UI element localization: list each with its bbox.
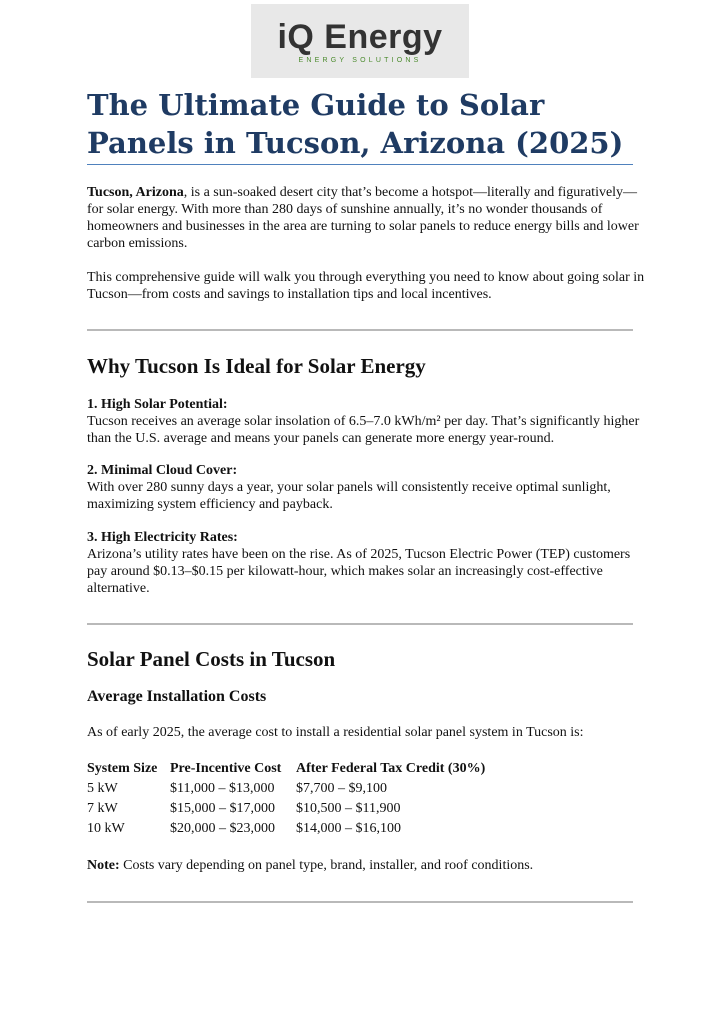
- table-cell: $10,500 – $11,900: [296, 801, 401, 816]
- table-header-row: [87, 759, 489, 779]
- reason-label: 1. High Solar Potential:: [87, 397, 228, 412]
- section-heading-why: Why Tucson Is Ideal for Solar Energy: [87, 354, 426, 378]
- title-underline: [87, 164, 633, 165]
- cost-table: [87, 759, 489, 839]
- page-title: The Ultimate Guide to Solar Panels in Tucson, Arizona (2025): [87, 88, 624, 160]
- column-header: Pre-Incentive Cost: [170, 761, 282, 776]
- reason-label: 2. Minimal Cloud Cover:: [87, 463, 238, 478]
- subheading-install-costs: Average Installation Costs: [87, 688, 267, 705]
- intro-p1-text: , is a sun-soaked desert city that’s become a hotspot—literally and figuratively—for solar energy. With more than 280 days of sunshine annually, it’s no wonder thousands of homeowners and businesses in the area are turning to solar panels to reduce energy bills and lower carbon emissions.: [87, 185, 639, 251]
- cost-note: [87, 857, 647, 874]
- intro-paragraph-1: [87, 184, 647, 252]
- table-cell: $14,000 – $16,100: [296, 821, 401, 836]
- table-cell: $11,000 – $13,000: [170, 781, 275, 796]
- table-row: [87, 819, 489, 839]
- table-cell: $15,000 – $17,000: [170, 801, 275, 816]
- table-cell: $7,700 – $9,100: [296, 781, 387, 796]
- costs-intro: As of early 2025, the average cost to install a residential solar panel system in Tucson is:: [87, 725, 584, 740]
- reason-text: With over 280 sunny days a year, your solar panels will consistently receive optimal sunlight, maximizing system efficiency and payback.: [87, 480, 611, 512]
- note-label: Note:: [87, 858, 120, 873]
- table-cell: $20,000 – $23,000: [170, 821, 275, 836]
- table-cell: 10 kW: [87, 821, 125, 836]
- section-divider: [87, 901, 633, 903]
- intro-lead: Tucson, Arizona: [87, 185, 184, 200]
- reason-label: 3. High Electricity Rates:: [87, 530, 238, 545]
- reason-text: Arizona’s utility rates have been on the rise. As of 2025, Tucson Electric Power (TEP) customers pay around $0.13–$0.15 per kilowatt-hour, which makes solar an increasingly cost-effective alternative.: [87, 547, 631, 596]
- intro-paragraph-2: This comprehensive guide will walk you through everything you need to know about going solar in Tucson—from costs and savings to installation tips and local incentives.: [87, 270, 645, 302]
- column-header: System Size: [87, 761, 158, 776]
- reason-text: Tucson receives an average solar insolation of 6.5–7.0 kWh/m² per day. That’s significantly higher than the U.S. average and means your panels can generate more energy year-round.: [87, 414, 640, 446]
- table-cell: 5 kW: [87, 781, 118, 796]
- table-cell: 7 kW: [87, 801, 118, 816]
- section-heading-costs: Solar Panel Costs in Tucson: [87, 647, 336, 671]
- company-logo: [251, 4, 469, 78]
- section-divider: [87, 329, 633, 331]
- reason-item: [87, 462, 647, 513]
- table-row: [87, 799, 489, 819]
- logo-tagline: ENERGY SOLUTIONS: [298, 56, 422, 64]
- column-header: After Federal Tax Credit (30%): [296, 761, 486, 776]
- table-row: [87, 779, 489, 799]
- section-divider: [87, 623, 633, 625]
- note-text: Costs vary depending on panel type, brand, installer, and roof conditions.: [119, 858, 534, 873]
- reason-item: [87, 529, 647, 597]
- logo-name: iQ Energy: [277, 17, 443, 56]
- reason-item: [87, 396, 647, 447]
